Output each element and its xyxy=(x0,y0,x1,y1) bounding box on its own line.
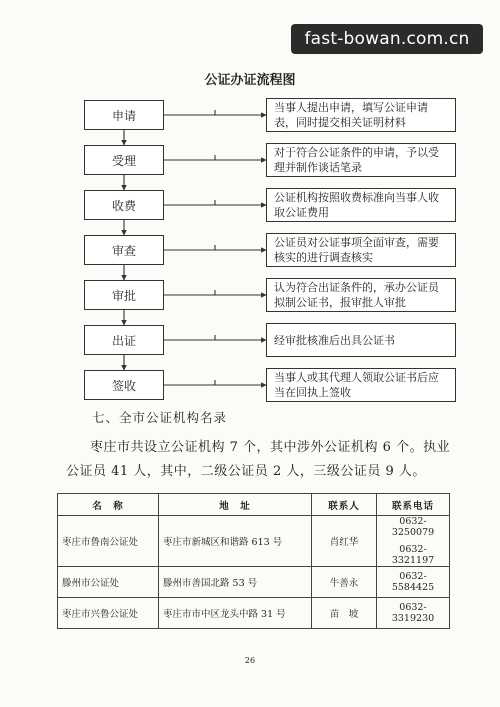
page-title: 公证办证流程图 xyxy=(204,73,296,88)
section-heading: 七、全市公证机构名录 xyxy=(92,410,228,425)
org-name: 枣庄市鲁南公证处 xyxy=(58,516,159,567)
org-contact: 牛善永 xyxy=(312,567,377,598)
org-phone-1: 0632-3250079 xyxy=(391,516,435,538)
org-address: 枣庄市新城区和谐路 613 号 xyxy=(159,516,312,567)
flow-step-note: 公证机构按照收费标准向当事人收取公证费用 xyxy=(266,188,456,222)
flow-step-note: 当事人或其代理人领取公证书后应当在回执上签收 xyxy=(266,368,456,402)
paragraph-line-2: 公证员 41 人，其中，二级公证员 2 人，三级公证员 9 人。 xyxy=(66,464,426,479)
flow-step-note: 公证员对公证事项全面审查，需要核实的进行调查核实 xyxy=(266,233,456,267)
org-name: 枣庄市兴鲁公证处 xyxy=(58,598,159,629)
header-address: 地 址 xyxy=(159,494,312,516)
flow-step: 收费 xyxy=(84,190,164,220)
flow-step-note: 认为符合出证条件的，承办公证员拟制公证书，报审批人审批 xyxy=(266,278,456,312)
notary-directory-table xyxy=(57,493,450,629)
org-phone-2: 0632-3321197 xyxy=(391,544,435,566)
header-phone: 联系电话 xyxy=(377,494,450,516)
org-phone xyxy=(377,516,450,567)
org-name: 滕州市公证处 xyxy=(58,567,159,598)
paragraph-line-1: 枣庄市共设立公证机构 7 个，其中涉外公证机构 6 个。执业 xyxy=(90,440,451,455)
table-header-row xyxy=(58,494,450,516)
org-address: 枣庄市市中区龙头中路 31 号 xyxy=(159,598,312,629)
watermark-badge: fast-bowan.com.cn xyxy=(291,24,483,54)
header-name: 名 称 xyxy=(58,494,159,516)
flow-step: 签收 xyxy=(84,370,164,400)
org-address: 滕州市善国北路 53 号 xyxy=(159,567,312,598)
flow-step-note: 对于符合公证条件的申请，予以受理并制作谈话笔录 xyxy=(266,143,456,177)
org-contact: 肖红华 xyxy=(312,516,377,567)
flow-step: 申请 xyxy=(84,100,164,130)
org-phone: 0632-3319230 xyxy=(377,598,450,629)
table-row xyxy=(58,567,450,598)
flow-step: 出证 xyxy=(84,325,164,355)
flow-step-note: 当事人提出申请，填写公证申请表，同时提交相关证明材料 xyxy=(266,98,456,132)
flow-step: 审批 xyxy=(84,280,164,310)
flow-step-note: 经审批核准后出具公证书 xyxy=(266,323,456,357)
flow-step: 审查 xyxy=(84,235,164,265)
header-contact: 联系人 xyxy=(312,494,377,516)
table-row xyxy=(58,516,450,567)
table-row xyxy=(58,598,450,629)
org-phone: 0632-5584425 xyxy=(377,567,450,598)
flow-step: 受理 xyxy=(84,145,164,175)
org-contact: 苗 坡 xyxy=(312,598,377,629)
page-number: 26 xyxy=(244,656,256,665)
